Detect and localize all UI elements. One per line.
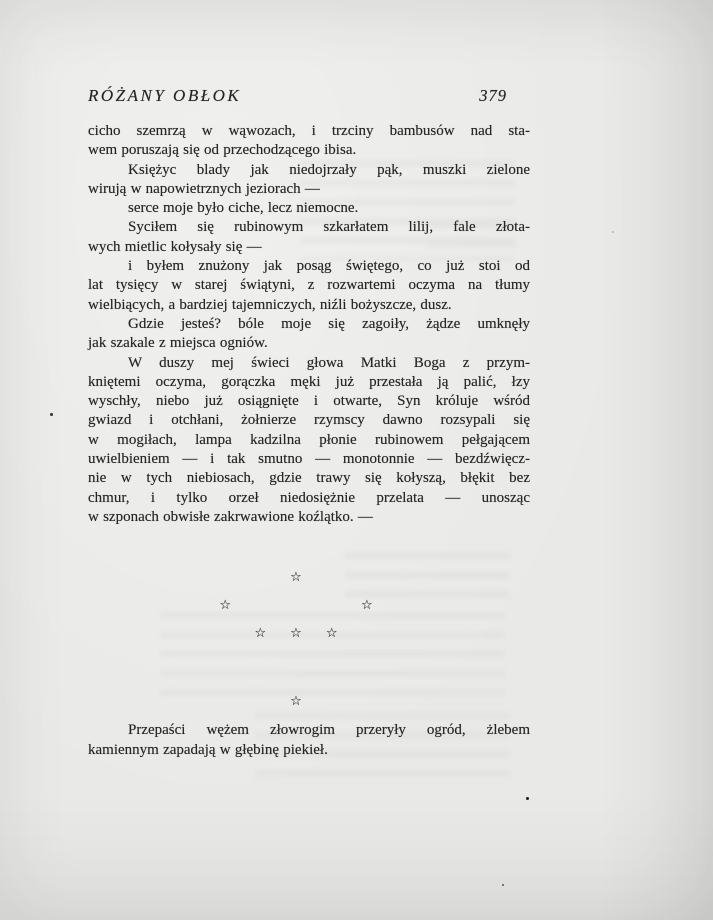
ink-speck bbox=[50, 413, 53, 416]
ink-speck bbox=[502, 884, 504, 886]
star-icon: ☆ bbox=[325, 626, 338, 642]
text-line: wielbiących, a bardziej tajemniczych, niźli bożyszcze, dusz. bbox=[88, 296, 452, 313]
text-block bbox=[88, 122, 530, 760]
text-line: Syciłem się rubinowym szkarłatem lilij, fale złota- bbox=[128, 219, 530, 236]
text-line: w mogiłach, lampa kadzilna płonie rubinowem pełgającem bbox=[88, 431, 530, 448]
text-line: wirują w napowietrznych jeziorach — bbox=[88, 180, 320, 197]
page-number: 379 bbox=[479, 86, 507, 105]
text-line: uwielbieniem — i tak smutno — monotonnie — bezdźwięcz- bbox=[88, 451, 530, 468]
text-line: i byłem znużony jak posąg świętego, co już stoi od bbox=[128, 258, 530, 275]
star-ornament bbox=[75, 527, 517, 721]
text-line: lat tysięcy w starej świątyni, z rozwartemi oczyma na tłumy bbox=[88, 277, 530, 294]
star-icon: ☆ bbox=[290, 570, 302, 586]
star-icon: ☆ bbox=[254, 626, 267, 642]
star-row bbox=[290, 569, 302, 587]
paragraph bbox=[88, 122, 530, 161]
text-line: jak szakale z miejsca ogniów. bbox=[88, 335, 268, 352]
text-line: W duszy mej świeci głowa Matki Boga z przym- bbox=[128, 354, 530, 371]
text-line: Gdzie jesteś? bóle moje się zagoiły, żądze umknęły bbox=[128, 315, 530, 332]
star-icon: ☆ bbox=[361, 598, 373, 614]
star-icon: ☆ bbox=[290, 694, 302, 710]
text-line: wyschły, niebo już osiągnięte i otwarte, Syn króluje wśród bbox=[88, 393, 530, 410]
text-line: gwiazd i otchłani, żołnierze rzymscy dawno rozsypali się bbox=[88, 412, 530, 429]
paragraph bbox=[88, 315, 530, 354]
paragraph bbox=[88, 161, 530, 200]
star-row bbox=[255, 625, 338, 643]
running-head-title: RÓŻANY OBŁOK bbox=[88, 86, 242, 105]
running-head bbox=[88, 86, 530, 106]
text-line: serce moje było ciche, lecz niemocne. bbox=[128, 200, 359, 217]
text-line: Przepaści wężem złowrogim przeryły ogród, żlebem bbox=[128, 722, 530, 739]
paragraph bbox=[88, 257, 530, 315]
star-icon: ☆ bbox=[219, 598, 231, 614]
text-line: kamiennym zapadają w głębinę piekieł. bbox=[88, 741, 328, 758]
text-line: wem poruszają się od przechodzącego ibisa. bbox=[88, 142, 357, 159]
ink-speck bbox=[612, 231, 614, 233]
paragraph bbox=[88, 218, 530, 257]
paragraph bbox=[88, 354, 530, 528]
text-line: w szponach obwisłe zakrwawione koźlątko. — bbox=[88, 508, 373, 525]
star-row bbox=[290, 693, 302, 711]
star-icon: ☆ bbox=[290, 626, 302, 642]
paragraph bbox=[88, 721, 530, 760]
text-line: chmur, i tylko orzeł niedosiężnie przelata — unosząc bbox=[88, 489, 530, 506]
text-line: kniętemi oczyma, gorączka męki już przestała ją palić, łzy bbox=[88, 373, 530, 390]
star-row bbox=[219, 597, 372, 615]
paragraph bbox=[88, 199, 530, 218]
ink-speck bbox=[526, 797, 529, 800]
text-line: Księżyc blady jak niedojrzały pąk, muszki zielone bbox=[128, 161, 530, 178]
text-line: nie w tych niebiosach, gdzie trawy się kołyszą, błękit bez bbox=[88, 470, 530, 487]
text-line: cicho szemrzą w wąwozach, i trzciny bambusów nad sta- bbox=[88, 123, 530, 139]
text-line: wych mietlic kołysały się — bbox=[88, 238, 262, 255]
